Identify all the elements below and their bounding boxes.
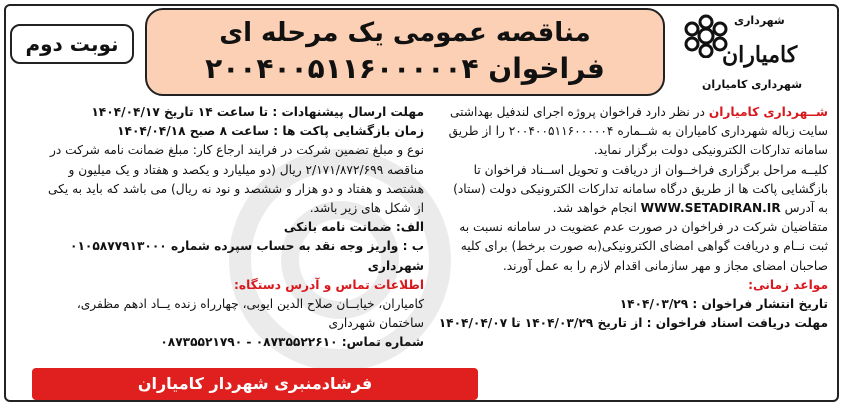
publish-date: تاریخ انتشار فراخوان : ۱۴۰۴/۰۳/۲۹ <box>619 297 828 312</box>
para-line: بازگشایی پاکت ها از طریق درگاه سامانه تدارکات الکترونیکی دولت (ستاد) <box>453 181 828 196</box>
para-line: هشتصد و هفتاد و دو هزار و ششصد و نود نه ریال) می باشد که باید به یکی <box>47 181 424 196</box>
title-box <box>145 8 665 96</box>
contact-heading: اطلاعات تماس و آدرس دستگاه: <box>234 277 424 292</box>
round-badge: نوبت دوم <box>10 24 134 64</box>
logo-wordmark: کامیاران <box>722 42 798 68</box>
guarantee-option-a: الف: ضمانت نامه بانکی <box>283 220 424 235</box>
municipality-logo <box>672 6 832 98</box>
contact-phone: شماره تماس: ۰۸۷۳۵۵۲۲۶۱۰ - ۰۸۷۳۵۵۲۱۷۹۰ <box>160 335 424 350</box>
para-line: ثبت نــام و دریافت گواهی امضای الکترونیکی(به صورت برخط) برای کلیه <box>460 239 828 254</box>
para-line: مناقصه ۲/۱۷۱/۸۷۲/۶۹۹ ریال (دو میلیارد و یکصد و هفتاد و یک میلیون و <box>68 162 424 177</box>
para-line: متقاضیان شرکت در فراخوان در صورت عدم عضویت در سامانه نسبت به <box>459 220 828 235</box>
para-line <box>432 103 828 122</box>
tender-number: فراخوان ۲۰۰۴۰۰۵۱۱۶۰۰۰۰۰۴ <box>205 52 605 85</box>
dates-heading: مواعد زمانی: <box>748 277 828 292</box>
docs-deadline: مهلت دریافت اسناد فراخوان : از تاریخ ۱۴۰۴/۰۳/۲۹ تا ۱۴۰۴/۰۴/۰۷ <box>438 316 828 331</box>
municipality-name: شــهرداری کامیاران <box>708 105 828 119</box>
para-text: انجام خواهد شد. <box>552 201 641 216</box>
right-column <box>432 103 828 333</box>
para-text: در نظر دارد فراخوان پروژه اجرای لندفیل بهداشتی <box>449 105 709 119</box>
para-line: صاحبان امضای مجاز و مهر سازمانی اقدام لازم را به عمل آورند. <box>502 258 828 273</box>
para-line: سامانه تدارکات الکترونیکی دولت برگزار نماید. <box>593 143 828 158</box>
mayor-signature: فرشادمنبری شهردار کامیاران <box>32 368 478 400</box>
bid-deadline: مهلت ارسال پیشنهادات : تا ساعت ۱۴ تاریخ ۱۴۰۴/۰۴/۱۷ <box>91 105 424 119</box>
para-line: نوع و مبلغ تضمین شرکت در فرایند ارجاع کار: مبلغ ضمانت نامه شرکت در <box>50 143 424 158</box>
logo-small-text: شهرداری <box>734 14 785 27</box>
para-line: کلیــه مراحل برگزاری فراخــوان از دریافت و تحویل اســناد فراخوان تا <box>473 162 828 177</box>
para-line: از شکل های زیر باشد. <box>309 201 424 216</box>
logo-caption: شهرداری کامیاران <box>701 78 803 91</box>
page-title: مناقصه عمومی یک مرحله ای <box>219 18 591 48</box>
para-line: سایت زباله شهرداری کامیاران به شــماره ۲۰۰۴۰۰۵۱۱۶۰۰۰۰۰۴ را از طریق <box>448 124 828 139</box>
para-text: به آدرس <box>780 201 828 216</box>
left-column <box>14 103 424 353</box>
opening-time: زمان بازگشایی پاکت ها : ساعت ۸ صبح ۱۴۰۴/۰۴/۱۸ <box>117 124 424 139</box>
address-line: ساختمان شهرداری <box>328 316 424 331</box>
address-line: کامیاران، خیابــان صلاح الدین ایوبی، چهارراه زنده یــاد ادهم مظفری، <box>76 297 424 312</box>
setad-url-link[interactable]: WWW.SETADIRAN.IR <box>640 201 781 216</box>
para-line <box>432 199 828 218</box>
guarantee-option-b: ب : واریز وجه نقد به حساب سپرده شماره ۰۱۰۵۸۷۷۹۱۳۰۰۰ شهرداری <box>70 239 424 273</box>
